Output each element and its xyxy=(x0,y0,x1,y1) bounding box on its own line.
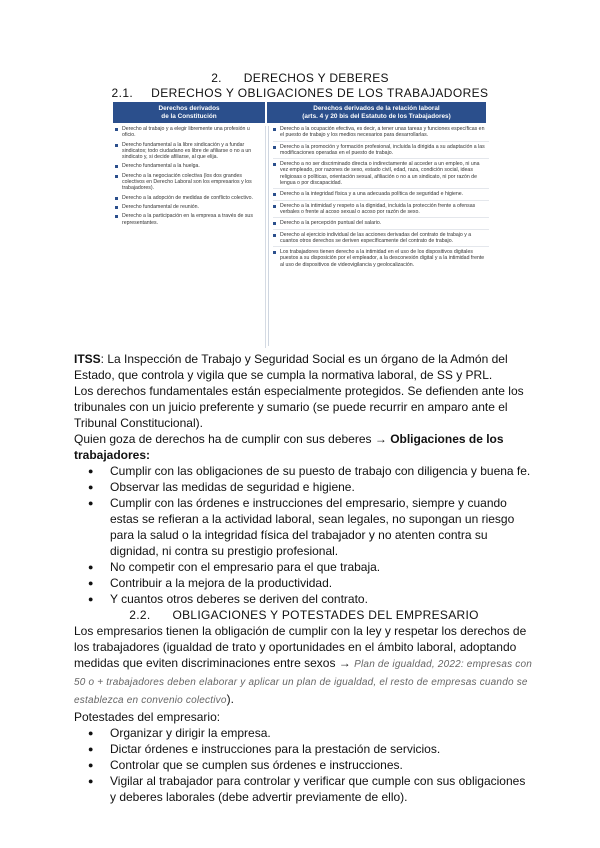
duty-item: ● No competir con el empresario para el que trabaja. xyxy=(74,559,534,575)
duty-item: ● Cumplir con las órdenes e instrucciones del empresario, siempre y cuando estas se refieran a la actividad laboral, sean legales, no supongan un riesgo para la salud o la integridad física del trabajador y no atenten contra su dignidad, ni contra su prestigio profesional. xyxy=(74,495,534,559)
table-header-constitution: Derechos derivados de la Constitución xyxy=(113,102,265,123)
duties-heading: Obligaciones de los trabajadores xyxy=(74,432,504,462)
labor-right-item: Derecho a la ocupación efectiva, es decir, a tener unas tareas y funciones específicas en el puesto de trabajo y los medios necesarios para desarrollarlas. xyxy=(273,126,489,142)
itss-label: ITSS xyxy=(74,352,101,366)
heading-title: OBLIGACIONES Y POTESTADES DEL EMPRESARIO xyxy=(172,608,479,622)
constitution-right-item: Derecho fundamental de reunión. xyxy=(115,204,263,210)
heading-derechos-deberes xyxy=(0,71,600,85)
duty-item: ● Observar las medidas de seguridad e higiene. xyxy=(74,479,534,495)
constitution-rights-list xyxy=(115,126,263,226)
heading-number: 2.1. xyxy=(111,86,134,100)
labor-right-item: Los trabajadores tienen derecho a la intimidad en el uso de los dispositivos digitales puestos a su disposición por el empleador, a la desconexión digital y a la intimidad frente al uso de dispositivos de videovigilancia y geolocalización. xyxy=(273,249,489,270)
table-divider xyxy=(265,126,266,348)
duties-colon: : xyxy=(146,448,151,462)
constitution-right-item: Derecho al trabajo y a elegir libremente una profesión u oficio. xyxy=(115,126,263,139)
duties-intro: Quien goza de derechos ha de cumplir con sus deberes → xyxy=(74,432,391,446)
heading-number: 2.2. xyxy=(129,608,151,622)
labor-right-item: Derecho al ejercicio individual de las acciones derivadas del contrato de trabajo y a cuantos otros derechos se deriven específicamente del contrato de trabajo. xyxy=(273,232,489,248)
duty-item: ● Y cuantos otros deberes se deriven del contrato. xyxy=(74,591,534,607)
power-item: ● Dictar órdenes e instrucciones para la prestación de servicios. xyxy=(74,741,534,757)
powers-list xyxy=(74,725,534,805)
constitution-right-item: Derecho fundamental a la huelga. xyxy=(115,163,263,169)
power-item: ● Vigilar al trabajador para controlar y verificar que cumple con sus obligaciones y deberes laborales (debe advertir previamente de ello). xyxy=(74,773,534,805)
powers-title: Potestades del empresario: xyxy=(74,710,221,724)
heading-title: DERECHOS Y DEBERES xyxy=(243,71,389,85)
heading-derechos-obligaciones-trabajadores xyxy=(0,86,600,100)
labor-right-item: Derecho a la intimidad y respeto a la dignidad, incluida la protección frente a ofensas verbales o frente al acoso sexual o acoso por razón de sexo. xyxy=(273,203,489,219)
heading-obligaciones-empresario xyxy=(74,607,534,623)
heading-number: 2. xyxy=(211,71,222,85)
fundamental-rights-paragraph: Los derechos fundamentales están especialmente protegidos. Se defienden ante los tribunales con un juicio preferente y sumario (se puede recurrir en amparo ante el Tribunal Constitucional). xyxy=(74,384,524,430)
constitution-right-item: Derecho a la participación en la empresa a través de sus representantes. xyxy=(115,213,263,226)
heading-title: DERECHOS Y OBLIGACIONES DE LOS TRABAJADORES xyxy=(151,86,489,100)
employer-text-end: ). xyxy=(226,692,234,706)
constitution-right-item: Derecho a la adopción de medidas de conflicto colectivo. xyxy=(115,195,263,201)
labor-right-item: Derecho a la percepción puntual del salario. xyxy=(273,220,489,229)
constitution-right-item: Derecho fundamental a la libre sindicación y a fundar sindicatos; todo ciudadano es libre de afiliarse o no a un sindicato y, si decide afiliarse, al que elija. xyxy=(115,142,263,161)
labor-right-item: Derecho a la promoción y formación profesional, incluida la dirigida a su adaptación a las modificaciones operadas en el puesto de trabajo. xyxy=(273,144,489,160)
itss-text: : La Inspección de Trabajo y Seguridad Social es un órgano de la Admón del Estado, que controla y vigila que se cumpla la normativa laboral, de SS y PRL. xyxy=(74,352,508,382)
labor-right-item: Derecho a la integridad física y a una adecuada política de seguridad e higiene. xyxy=(273,191,489,200)
document-body xyxy=(74,351,534,805)
rights-table-image xyxy=(113,102,486,349)
table-header-labor-relation: Derechos derivados de la relación laboral (arts. 4 y 20 bis del Estatuto de los Trabajadores) xyxy=(267,102,486,123)
labor-rights-column xyxy=(268,126,489,346)
constitution-right-item: Derecho a la negociación colectiva (los dos grandes colectivos en Derecho Laboral son los empresarios y los trabajadores). xyxy=(115,173,263,192)
power-item: ● Controlar que se cumplen sus órdenes e instrucciones. xyxy=(74,757,534,773)
labor-rights-list xyxy=(273,126,489,270)
itss-paragraph xyxy=(74,351,534,383)
duties-intro-paragraph xyxy=(74,431,534,463)
duties-list xyxy=(74,463,534,607)
employer-text: Los empresarios tienen la obligación de cumplir con la ley y respetar los derechos de los trabajadores (igualdad de trato y oportunidades en el ámbito laboral, adoptando medidas que eviten discriminaciones entre sexos → xyxy=(74,624,527,670)
equality-plan-note: Plan de igualdad, 2022: empresas con 50 o + trabajadores deben elaborar y aplicar un plan de igualdad, el resto de empresas cuando se establezca en convenio colectivo xyxy=(74,659,533,706)
duty-item: ● Contribuir a la mejora de la productividad. xyxy=(74,575,534,591)
power-item: ● Organizar y dirigir la empresa. xyxy=(74,725,534,741)
labor-right-item: Derecho a no ser discriminado directa o indirectamente al acceder a un empleo, ni una vez empleado, por razones de sexo, estado civil, edad, raza, condición social, ideas religiosas o políticas, orientación sexual, afiliación o no a un sindicato, ni por razón de lengua o por discapacidad. xyxy=(273,161,489,189)
duty-item: ● Cumplir con las obligaciones de su puesto de trabajo con diligencia y buena fe. xyxy=(74,463,534,479)
constitution-rights-column xyxy=(115,126,263,229)
employer-obligations-paragraph xyxy=(74,623,534,709)
